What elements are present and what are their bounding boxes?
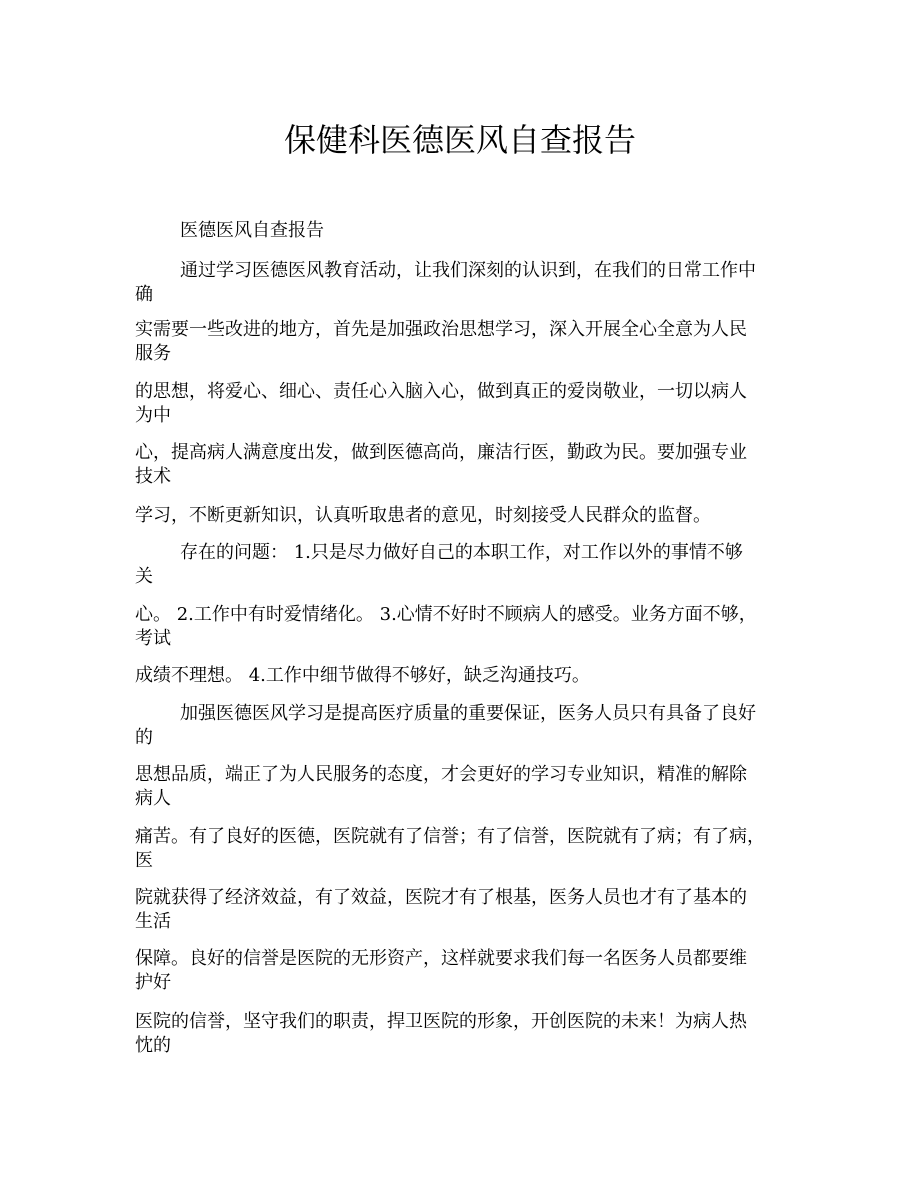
body-line: 加强医德医风学习是提高医疗质量的重要保证，医务人员只有具备了良好 xyxy=(180,703,756,724)
body-line: 确 xyxy=(135,284,153,305)
body-line: 关 xyxy=(135,566,153,587)
body-line: 为中 xyxy=(135,405,171,426)
body-line: 医德医风自查报告 xyxy=(180,220,324,241)
body-line: 院就获得了经济效益，有了效益，医院才有了根基，医务人员也才有了基本的 xyxy=(135,887,747,908)
body-line: 的思想，将爱心、细心、责任心入脑入心，做到真正的爱岗敬业，一切以病人 xyxy=(135,381,747,402)
body-line: 心，提高病人满意度出发，做到医德高尚，廉洁行医，勤政为民。要加强专业 xyxy=(135,442,747,463)
body-line: 忱的 xyxy=(135,1035,171,1056)
body-line: 学习，不断更新知识，认真听取患者的意见，时刻接受人民群众的监督。 xyxy=(135,505,711,526)
body-line: 存在的问题： 1.只是尽力做好自己的本职工作，对工作以外的事情不够 xyxy=(180,542,743,563)
document-title: 保健科医德医风自查报告 xyxy=(283,121,636,159)
body-line: 通过学习医德医风教育活动，让我们深刻的认识到，在我们的日常工作中 xyxy=(180,260,756,281)
body-line: 心。 2.工作中有时爱情绪化。 3.心情不好时不顾病人的感受。业务方面不够， xyxy=(135,604,757,625)
body-line: 保障。良好的信誉是医院的无形资产，这样就要求我们每一名医务人员都要维 xyxy=(135,948,747,969)
body-line: 生活 xyxy=(135,911,171,932)
body-line: 医 xyxy=(135,850,153,871)
body-line: 技术 xyxy=(135,466,171,487)
body-line: 病人 xyxy=(135,788,171,809)
body-line: 思想品质，端正了为人民服务的态度，才会更好的学习专业知识，精准的解除 xyxy=(135,764,747,785)
body-line: 服务 xyxy=(135,343,171,364)
body-line: 医院的信誉，坚守我们的职责，捍卫医院的形象，开创医院的未来！为病人热 xyxy=(135,1011,747,1032)
body-line: 实需要一些改进的地方，首先是加强政治思想学习，深入开展全心全意为人民 xyxy=(135,319,747,340)
body-line: 的 xyxy=(135,727,153,748)
body-line: 痛苦。有了良好的医德，医院就有了信誉；有了信誉，医院就有了病；有了病， xyxy=(135,826,765,847)
body-line: 考试 xyxy=(135,628,171,649)
body-line: 护好 xyxy=(135,972,171,993)
body-line: 成绩不理想。 4.工作中细节做得不够好，缺乏沟通技巧。 xyxy=(135,665,590,686)
